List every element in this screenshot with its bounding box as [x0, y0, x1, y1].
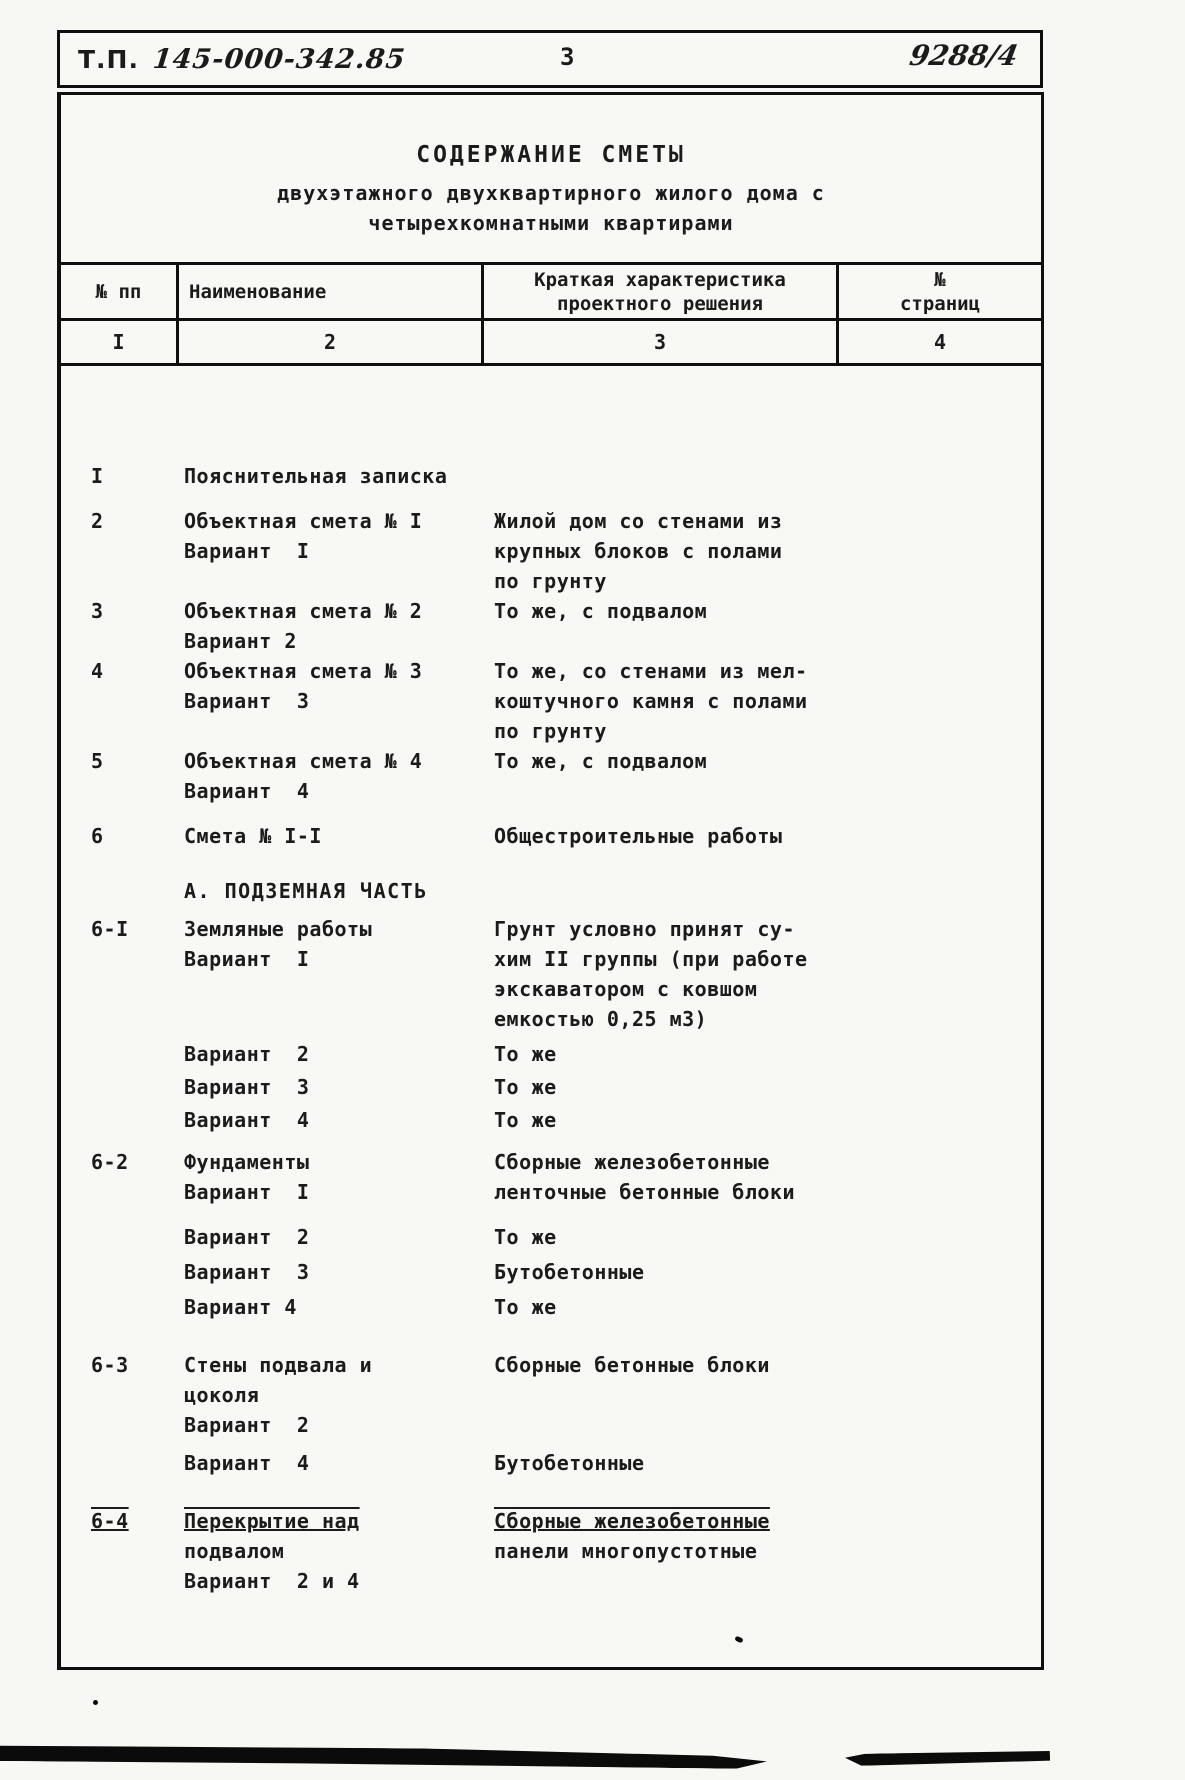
row-name [184, 1292, 494, 1322]
page-subtitle [61, 178, 1041, 238]
row-description [494, 596, 1041, 656]
characteristic-line-1: Краткая характеристика [534, 268, 786, 291]
row-name [184, 1257, 494, 1287]
table-row [61, 1257, 1041, 1287]
series-number: 145-000-342.85 [151, 43, 408, 75]
row-name [184, 821, 494, 851]
text-line: панели многопустотные [494, 1539, 758, 1563]
table-row [61, 1350, 1041, 1440]
row-number: 5 [91, 749, 104, 773]
row-name [184, 1350, 494, 1440]
table-row [61, 821, 1041, 851]
text-line: Вариант I [184, 539, 310, 563]
text-line: Вариант 3 [184, 689, 310, 713]
text-line: экскаватором с ковшом [494, 977, 758, 1001]
text-line: Сборные бетонные блоки [494, 1353, 770, 1377]
row-description [494, 1292, 1041, 1322]
row-number [89, 1448, 184, 1478]
row-description [494, 1072, 1041, 1102]
text-line: Вариант I [184, 1180, 310, 1204]
table-row [61, 506, 1041, 596]
text-line: цоколя [184, 1383, 260, 1407]
text-line: Вариант 4 [184, 1295, 297, 1319]
scan-artifact-bottom-left [0, 1744, 767, 1769]
text-line: Вариант 2 [184, 1413, 310, 1437]
text-line: Земляные работы [184, 917, 373, 941]
row-description [494, 821, 1041, 851]
text-line: коштучного камня с полами [494, 689, 808, 713]
text-line: Объектная смета № 3 [184, 659, 423, 683]
row-description [494, 1039, 1041, 1069]
text-line: Фундаменты [184, 1150, 310, 1174]
column-index-1: I [61, 321, 179, 363]
text-line: Вариант 3 [184, 1260, 310, 1284]
text-line: Вариант I [184, 947, 310, 971]
text-line: Вариант 2 и 4 [184, 1569, 360, 1593]
row-number [89, 1292, 184, 1322]
row-number: 6-4 [91, 1509, 129, 1533]
table-header-indexes [61, 318, 1041, 363]
text-line: Вариант 3 [184, 1075, 310, 1099]
row-number [89, 1039, 184, 1069]
row-number [89, 1257, 184, 1287]
title-block [61, 140, 1041, 238]
pages-line-1: № [934, 268, 946, 291]
title-block-strip [57, 30, 1043, 88]
section-heading: А. ПОДЗЕМНАЯ ЧАСТЬ [184, 879, 428, 903]
row-description [494, 506, 1041, 596]
table-row [61, 914, 1041, 1034]
page-title: СОДЕРЖАНИЕ СМЕТЫ [416, 142, 686, 168]
sheet-number: 3 [560, 43, 575, 71]
row-name [184, 1506, 494, 1596]
row-name [184, 1105, 494, 1135]
row-name [184, 914, 494, 1034]
row-name [184, 746, 494, 806]
text-line: хим II группы (при работе [494, 947, 808, 971]
row-description [494, 1506, 1041, 1596]
text-line: Жилой дом со стенами из [494, 509, 783, 533]
section-row [61, 876, 1041, 906]
table-row [61, 1448, 1041, 1478]
text-line: Бутобетонные [494, 1260, 645, 1284]
text-line: Вариант 2 [184, 629, 297, 653]
column-index-4: 4 [933, 330, 947, 354]
text-line: То же, с подвалом [494, 599, 708, 623]
row-description [494, 1222, 1041, 1252]
text-line: крупных блоков с полами [494, 539, 783, 563]
row-number [89, 876, 184, 906]
table-header-labels [61, 265, 1041, 318]
table-body [61, 461, 1041, 1596]
text-line: ленточные бетонные блоки [494, 1180, 795, 1204]
row-name [184, 461, 494, 491]
row-number: 3 [91, 599, 104, 623]
row-description [494, 1448, 1041, 1478]
text-line: То же [494, 1295, 557, 1319]
text-line: Вариант 2 [184, 1225, 310, 1249]
row-name [184, 506, 494, 596]
table-header [61, 262, 1041, 366]
text-line: То же [494, 1042, 557, 1066]
document-frame [57, 92, 1044, 1670]
text-line: Сборные железобетонные [494, 1150, 770, 1174]
text-line: Вариант 4 [184, 779, 310, 803]
row-number [89, 1222, 184, 1252]
row-description [494, 1147, 1041, 1207]
text-line: Перекрытие над [184, 1509, 360, 1533]
text-line: Пояснительная записка [184, 464, 448, 488]
text-line: Смета № I-I [184, 824, 322, 848]
table-row [61, 1292, 1041, 1322]
text-line: подвалом [184, 1539, 285, 1563]
row-number: 6-I [91, 917, 129, 941]
row-description [494, 914, 1041, 1034]
text-line: То же, со стенами из мел- [494, 659, 808, 683]
text-line: То же [494, 1225, 557, 1249]
row-name [184, 1147, 494, 1207]
row-name [184, 1448, 494, 1478]
row-number [89, 1105, 184, 1135]
row-number: 6-3 [91, 1353, 129, 1377]
row-description [494, 1105, 1041, 1135]
row-description [494, 746, 1041, 806]
text-line: То же, с подвалом [494, 749, 708, 773]
column-index-3: 3 [484, 321, 839, 363]
column-header-characteristic [484, 265, 839, 318]
table-row [61, 1039, 1041, 1069]
table-row [61, 1506, 1041, 1596]
text-line: Стены подвала и [184, 1353, 373, 1377]
column-header-no: № пп [61, 265, 179, 318]
row-name [184, 1222, 494, 1252]
inventory-number: 9288/4 [907, 39, 1021, 72]
column-index-2: 2 [179, 321, 484, 363]
row-number: I [91, 464, 104, 488]
table-row [61, 596, 1041, 656]
table-row [61, 1147, 1041, 1207]
row-number: 6 [91, 824, 104, 848]
row-description [494, 656, 1041, 746]
text-line: Сборные железобетонные [494, 1509, 770, 1533]
row-description [494, 1350, 1041, 1440]
subtitle-line-1: двухэтажного двухквартирного жилого дома с [277, 181, 825, 205]
row-name [184, 656, 494, 746]
text-line: То же [494, 1075, 557, 1099]
text-line: по грунту [494, 569, 607, 593]
row-number [89, 1072, 184, 1102]
text-line: Вариант 4 [184, 1108, 310, 1132]
scan-artifact-dot [93, 1700, 98, 1705]
text-line: емкостью 0,25 м3) [494, 1007, 708, 1031]
text-line: по грунту [494, 719, 607, 743]
row-name [184, 1072, 494, 1102]
text-line: Общестроительные работы [494, 824, 783, 848]
row-number: 4 [91, 659, 104, 683]
pages-line-2: страниц [899, 292, 981, 315]
row-description [494, 1257, 1041, 1287]
row-number: 2 [91, 509, 104, 533]
text-line: Вариант 2 [184, 1042, 310, 1066]
table-row [61, 461, 1041, 491]
text-line: То же [494, 1108, 557, 1132]
text-line: Объектная смета № 4 [184, 749, 423, 773]
table-row [61, 656, 1041, 746]
table-row [61, 746, 1041, 806]
series-label: Т.П. [78, 44, 139, 74]
table-row [61, 1105, 1041, 1135]
table-row [61, 1072, 1041, 1102]
subtitle-line-2: четырехкомнатными квартирами [368, 211, 734, 235]
row-number: 6-2 [91, 1150, 129, 1174]
text-line: Объектная смета № 2 [184, 599, 423, 623]
text-line: Объектная смета № I [184, 509, 423, 533]
column-header-pages [839, 265, 1041, 318]
characteristic-line-2: проектного решения [557, 292, 763, 315]
table-row [61, 1222, 1041, 1252]
row-name [184, 1039, 494, 1069]
text-line: Бутобетонные [494, 1451, 645, 1475]
scan-artifact-bottom-right [845, 1750, 1050, 1766]
text-line: Вариант 4 [184, 1451, 310, 1475]
text-line: Грунт условно принят су- [494, 917, 795, 941]
row-name [184, 596, 494, 656]
column-header-name: Наименование [179, 265, 484, 318]
row-description [494, 461, 1041, 491]
